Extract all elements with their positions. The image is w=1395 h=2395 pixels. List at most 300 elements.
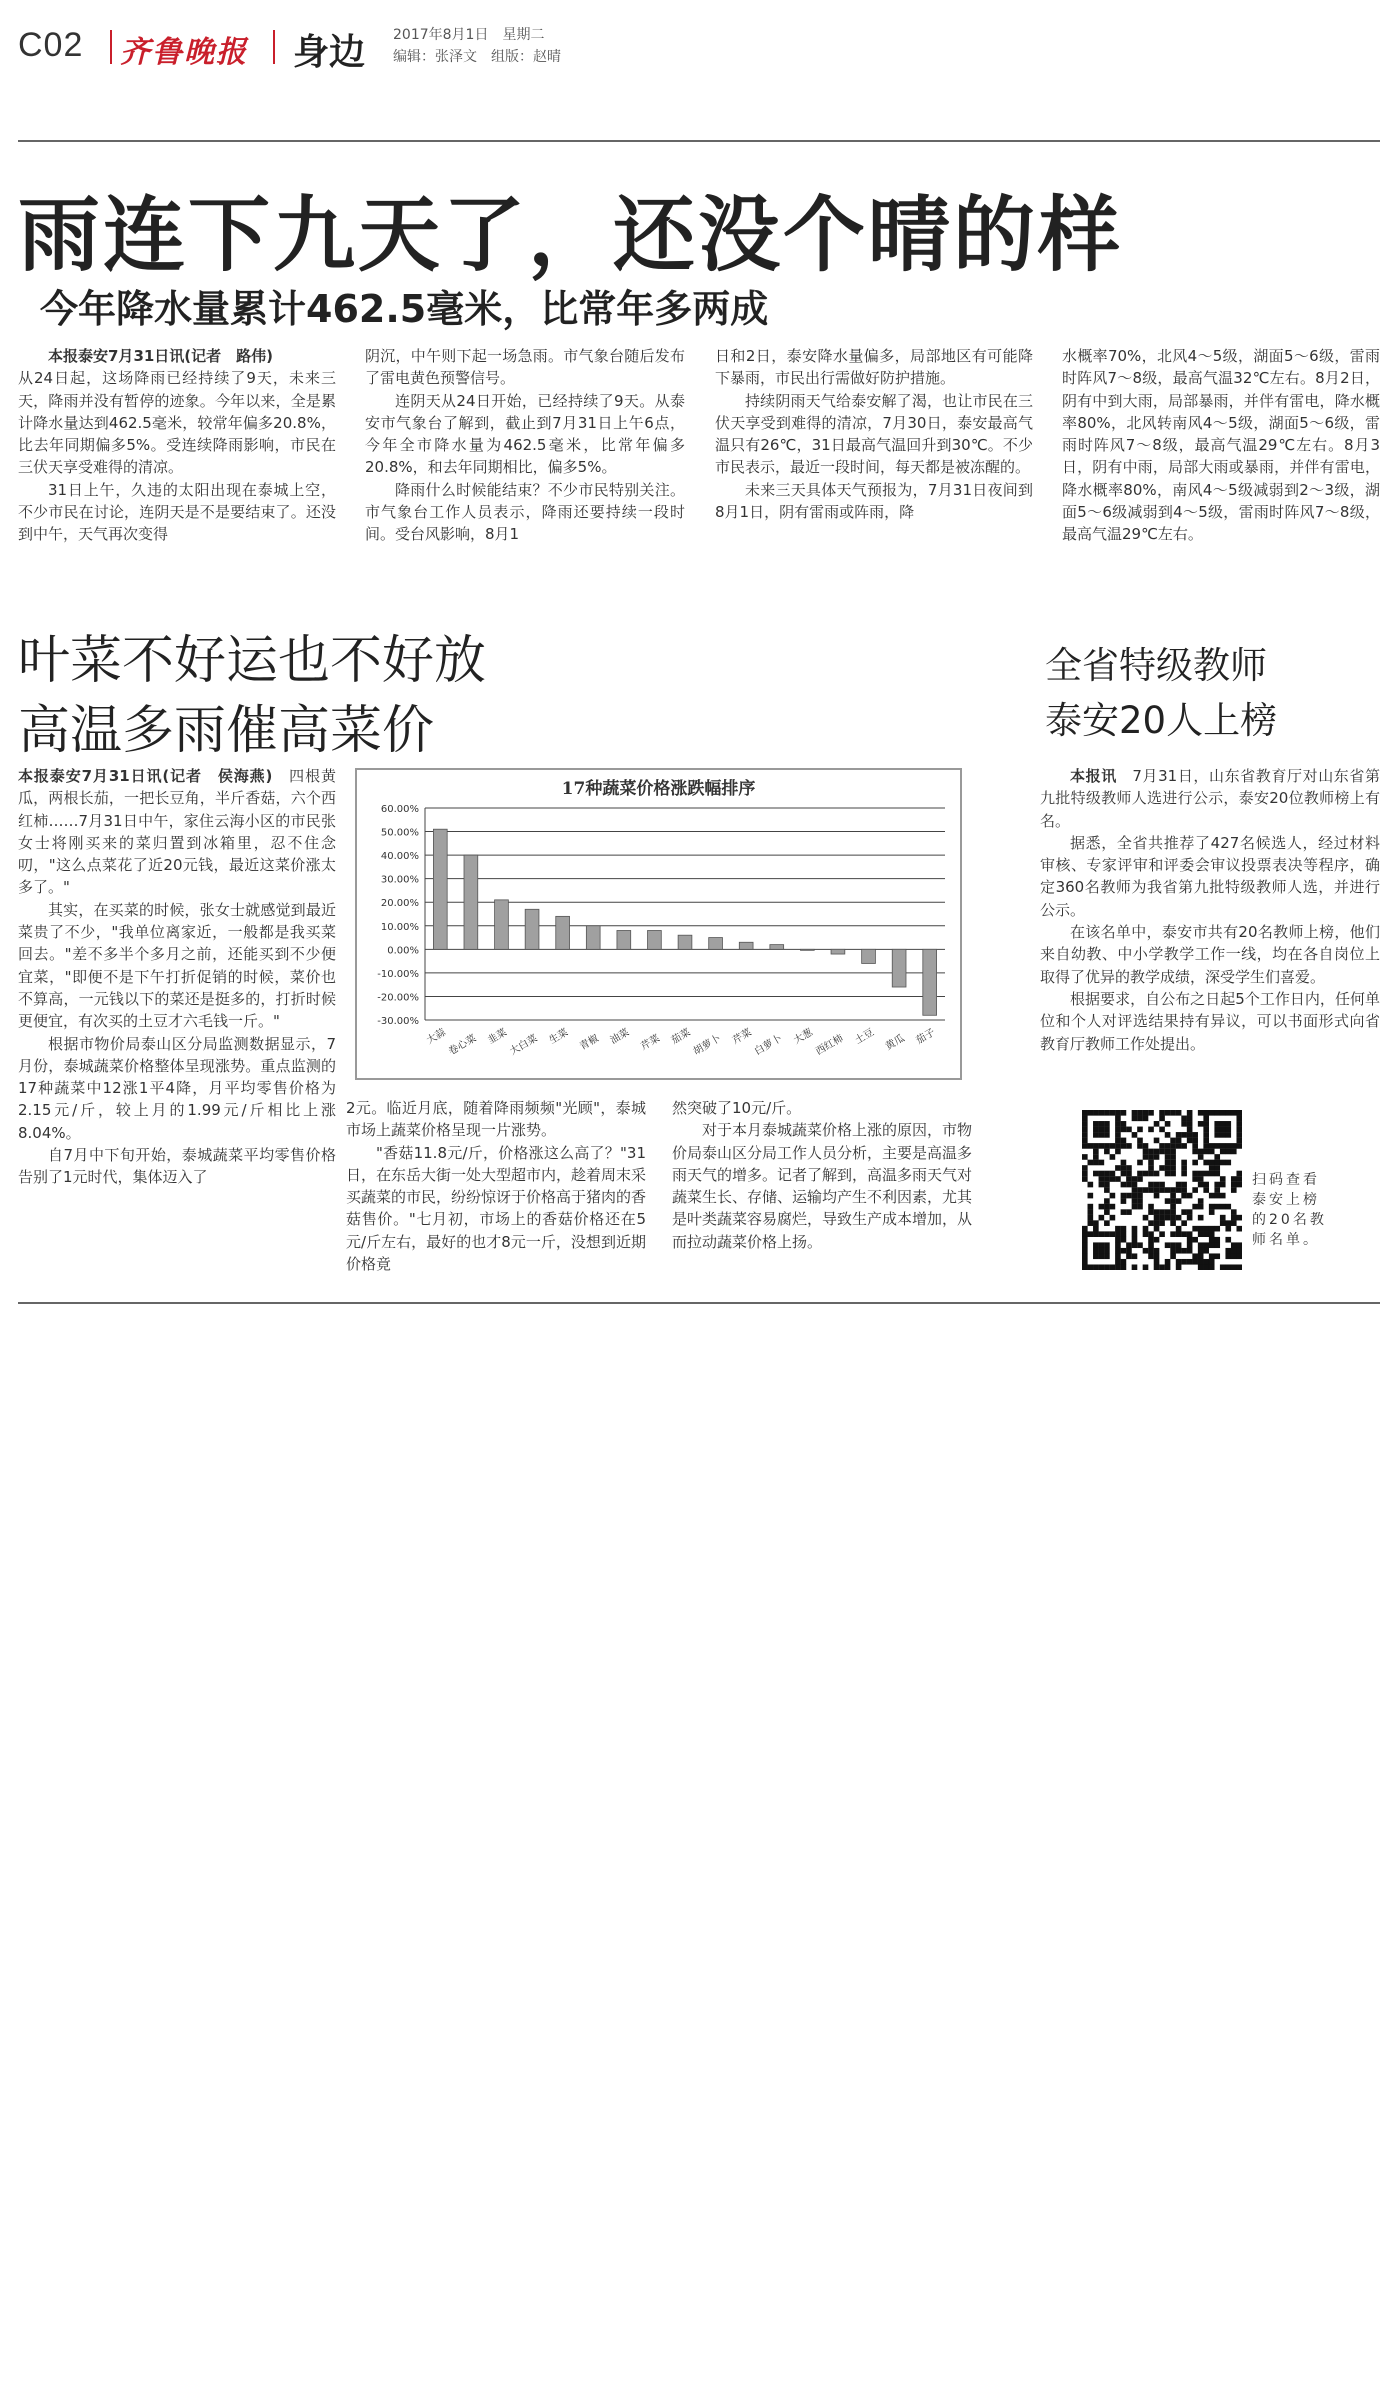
qr-module xyxy=(1170,1193,1176,1199)
qr-module xyxy=(1192,1226,1198,1232)
qr-module xyxy=(1225,1121,1231,1127)
qr-module xyxy=(1181,1259,1187,1265)
chart-bar xyxy=(678,935,692,949)
qr-module xyxy=(1093,1154,1099,1160)
qr-module xyxy=(1121,1248,1127,1254)
qr-module xyxy=(1203,1171,1209,1177)
qr-module xyxy=(1203,1121,1209,1127)
chart-bar xyxy=(586,926,600,950)
qr-module xyxy=(1159,1116,1165,1122)
qr-module xyxy=(1137,1176,1143,1182)
qr-module xyxy=(1165,1215,1171,1221)
qr-module xyxy=(1214,1110,1220,1116)
qr-module xyxy=(1236,1143,1242,1149)
qr-module xyxy=(1115,1226,1121,1232)
qr-module xyxy=(1170,1220,1176,1226)
qr-module xyxy=(1225,1220,1231,1226)
qr-module xyxy=(1115,1231,1121,1237)
qr-module xyxy=(1088,1231,1094,1237)
teacher-paragraph: 据悉，全省共推荐了427名候选人，经过材料审核、专家评审和评委会审议投票表决等程序，确定360名教师为我省第九批特级教师人选，并进行公示。 xyxy=(1040,833,1380,919)
qr-module xyxy=(1231,1176,1237,1182)
qr-module xyxy=(1214,1242,1220,1248)
qr-module xyxy=(1132,1176,1138,1182)
qr-module xyxy=(1170,1204,1176,1210)
qr-module xyxy=(1104,1143,1110,1149)
chart-bar xyxy=(739,942,753,949)
qr-module xyxy=(1159,1127,1165,1133)
qr-module xyxy=(1170,1154,1176,1160)
qr-module xyxy=(1148,1237,1154,1243)
qr-module xyxy=(1203,1231,1209,1237)
qr-module xyxy=(1220,1204,1226,1210)
qr-module xyxy=(1236,1121,1242,1127)
qr-module xyxy=(1088,1160,1094,1166)
qr-module xyxy=(1192,1259,1198,1265)
qr-module xyxy=(1181,1182,1187,1188)
qr-module xyxy=(1176,1231,1182,1237)
qr-module xyxy=(1198,1264,1204,1270)
qr-module xyxy=(1082,1171,1088,1177)
qr-module xyxy=(1082,1242,1088,1248)
qr-module xyxy=(1104,1187,1110,1193)
qr-code[interactable] xyxy=(1082,1110,1242,1270)
qr-module xyxy=(1187,1248,1193,1254)
qr-module xyxy=(1110,1110,1116,1116)
qr-module xyxy=(1181,1220,1187,1226)
qr-module xyxy=(1231,1242,1237,1248)
qr-module xyxy=(1220,1149,1226,1155)
qr-module xyxy=(1143,1187,1149,1193)
qr-module xyxy=(1115,1116,1121,1122)
lead-paragraph: 31日上午，久违的太阳出现在泰城上空，不少市民在讨论，连阴天是不是要结束了。还没到中午，天气再次变得 xyxy=(18,480,336,544)
qr-module xyxy=(1143,1110,1149,1116)
qr-module xyxy=(1104,1248,1110,1254)
qr-module xyxy=(1088,1143,1094,1149)
qr-module xyxy=(1126,1176,1132,1182)
lead-paragraph: 降雨什么时候能结束？不少市民特别关注。市气象台工作人员表示，降雨还要持续一段时间。受台风影响，8月1 xyxy=(365,480,685,544)
qr-module xyxy=(1170,1198,1176,1204)
qr-module xyxy=(1198,1226,1204,1232)
qr-module xyxy=(1132,1116,1138,1122)
qr-module xyxy=(1209,1143,1215,1149)
qr-module xyxy=(1170,1187,1176,1193)
qr-module xyxy=(1209,1264,1215,1270)
qr-module xyxy=(1093,1220,1099,1226)
qr-module xyxy=(1236,1215,1242,1221)
qr-module xyxy=(1225,1132,1231,1138)
veg-paragraph: 自7月中下旬开始，泰城蔬菜平均零售价格告别了1元时代，集体迈入了 xyxy=(18,1146,336,1187)
qr-module xyxy=(1187,1132,1193,1138)
qr-module xyxy=(1115,1264,1121,1270)
chart-x-tick-label: 胡萝卜 xyxy=(691,1033,724,1058)
qr-module xyxy=(1121,1237,1127,1243)
qr-module xyxy=(1231,1220,1237,1226)
qr-module xyxy=(1104,1220,1110,1226)
qr-module xyxy=(1214,1253,1220,1259)
qr-module xyxy=(1176,1259,1182,1265)
qr-module xyxy=(1231,1215,1237,1221)
qr-module xyxy=(1181,1116,1187,1122)
qr-module xyxy=(1082,1154,1088,1160)
qr-module xyxy=(1126,1182,1132,1188)
qr-module xyxy=(1104,1149,1110,1155)
qr-module xyxy=(1132,1110,1138,1116)
veg-paragraph: 四根黄瓜，两根长茄，一把长豆角，半斤香菇，六个西红柿……7月31日中午，家住云海小区的市民张女士将刚买来的菜归置到冰箱里，忍不住念叨，"这么点菜花了近20元钱，最近这菜价涨太多了。" xyxy=(18,767,336,897)
qr-module xyxy=(1165,1171,1171,1177)
qr-module xyxy=(1121,1171,1127,1177)
teacher-headline-2: 泰安20人上榜 xyxy=(1045,699,1278,742)
qr-module xyxy=(1104,1209,1110,1215)
qr-module xyxy=(1121,1110,1127,1116)
qr-module xyxy=(1203,1248,1209,1254)
qr-module xyxy=(1209,1171,1215,1177)
qr-module xyxy=(1225,1264,1231,1270)
qr-module xyxy=(1121,1127,1127,1133)
qr-module xyxy=(1137,1127,1143,1133)
qr-module xyxy=(1104,1231,1110,1237)
qr-module xyxy=(1170,1209,1176,1215)
qr-module xyxy=(1110,1231,1116,1237)
qr-module xyxy=(1088,1220,1094,1226)
qr-module xyxy=(1198,1198,1204,1204)
qr-module xyxy=(1143,1171,1149,1177)
qr-module xyxy=(1220,1160,1226,1166)
qr-module xyxy=(1099,1253,1105,1259)
qr-module xyxy=(1115,1176,1121,1182)
qr-module xyxy=(1192,1138,1198,1144)
qr-module xyxy=(1154,1237,1160,1243)
qr-module xyxy=(1154,1171,1160,1177)
qr-module xyxy=(1099,1176,1105,1182)
qr-module xyxy=(1192,1237,1198,1243)
chart-bar xyxy=(831,949,845,954)
qr-module xyxy=(1148,1242,1154,1248)
qr-module xyxy=(1209,1204,1215,1210)
qr-module xyxy=(1126,1209,1132,1215)
qr-module xyxy=(1143,1226,1149,1232)
qr-module xyxy=(1115,1237,1121,1243)
qr-module xyxy=(1082,1132,1088,1138)
qr-module xyxy=(1132,1198,1138,1204)
qr-module xyxy=(1137,1116,1143,1122)
qr-caption: 扫码查看泰安上榜的20名教师名单。 xyxy=(1252,1172,1327,1248)
qr-module xyxy=(1187,1193,1193,1199)
veg-paragraph: 2元。临近月底，随着降雨频频"光顾"，泰城市场上蔬菜价格呈现一片涨势。 xyxy=(346,1099,646,1140)
qr-module xyxy=(1126,1248,1132,1254)
qr-module xyxy=(1209,1165,1215,1171)
qr-module xyxy=(1209,1226,1215,1232)
qr-module xyxy=(1236,1171,1242,1177)
qr-module xyxy=(1093,1110,1099,1116)
qr-module xyxy=(1159,1149,1165,1155)
qr-module xyxy=(1115,1127,1121,1133)
lead-paragraph: 日和2日，泰安降水量偏多，局部地区有可能降下暴雨，市民出行需做好防护措施。 xyxy=(715,347,1033,388)
chart-x-tick-label: 生菜 xyxy=(547,1027,571,1047)
qr-module xyxy=(1154,1253,1160,1259)
chart-y-tick-label: -10.00% xyxy=(377,968,419,980)
qr-module xyxy=(1231,1149,1237,1155)
qr-module xyxy=(1121,1193,1127,1199)
price-chart-svg xyxy=(357,770,960,1078)
lead-column-4 xyxy=(1062,345,1380,575)
chart-x-tick-label: 大蒜 xyxy=(424,1027,448,1047)
qr-module xyxy=(1220,1143,1226,1149)
qr-module xyxy=(1099,1132,1105,1138)
qr-module xyxy=(1099,1204,1105,1210)
chart-x-tick-label: 白萝卜 xyxy=(752,1033,785,1058)
qr-module xyxy=(1082,1143,1088,1149)
qr-module xyxy=(1121,1121,1127,1127)
qr-module xyxy=(1093,1149,1099,1155)
qr-module xyxy=(1198,1242,1204,1248)
qr-module xyxy=(1110,1193,1116,1199)
qr-module xyxy=(1148,1204,1154,1210)
chart-y-tick-label: 10.00% xyxy=(380,921,419,933)
qr-module xyxy=(1170,1231,1176,1237)
veg-column-3 xyxy=(672,1097,972,1287)
qr-module xyxy=(1220,1132,1226,1138)
qr-module xyxy=(1236,1226,1242,1232)
qr-module xyxy=(1082,1110,1088,1116)
qr-module xyxy=(1088,1193,1094,1199)
qr-module xyxy=(1170,1165,1176,1171)
qr-module xyxy=(1198,1253,1204,1259)
qr-module xyxy=(1121,1160,1127,1166)
chart-bar xyxy=(709,938,723,950)
qr-module xyxy=(1181,1121,1187,1127)
qr-module xyxy=(1099,1248,1105,1254)
qr-module xyxy=(1082,1176,1088,1182)
chart-x-tick-label: 茄菜 xyxy=(669,1027,693,1047)
qr-module xyxy=(1154,1215,1160,1221)
qr-module xyxy=(1225,1226,1231,1232)
qr-module xyxy=(1126,1165,1132,1171)
qr-module xyxy=(1165,1259,1171,1265)
qr-module xyxy=(1231,1264,1237,1270)
qr-module xyxy=(1225,1110,1231,1116)
qr-module xyxy=(1170,1248,1176,1254)
qr-module xyxy=(1220,1176,1226,1182)
chart-x-tick-label: 芹菜 xyxy=(730,1027,754,1047)
qr-module xyxy=(1198,1176,1204,1182)
qr-module xyxy=(1143,1248,1149,1254)
qr-module xyxy=(1176,1226,1182,1232)
qr-module xyxy=(1176,1215,1182,1221)
qr-module xyxy=(1203,1242,1209,1248)
qr-module xyxy=(1176,1264,1182,1270)
qr-module xyxy=(1148,1171,1154,1177)
qr-module xyxy=(1093,1226,1099,1232)
chart-x-tick-label: 卷心菜 xyxy=(446,1033,479,1058)
veg-paragraph: 根据市物价局泰山区分局监测数据显示，7月份，泰城蔬菜价格整体呈现涨势。重点监测的17种蔬菜中12涨1平4降，月平均零售价格为2.15元/斤，较上月的1.99元/斤相比上涨8.04%。 xyxy=(18,1034,336,1142)
qr-module xyxy=(1115,1165,1121,1171)
qr-module xyxy=(1082,1248,1088,1254)
lead-column-1 xyxy=(18,345,336,575)
price-chart xyxy=(355,768,962,1080)
teacher-paragraph: 根据要求，自公布之日起5个工作日内，任何单位和个人对评选结果持有异议，可以书面形式向省教育厅教师工作处提出。 xyxy=(1040,989,1380,1053)
qr-module xyxy=(1187,1138,1193,1144)
chart-bar xyxy=(862,949,876,963)
qr-module xyxy=(1143,1143,1149,1149)
qr-module xyxy=(1143,1154,1149,1160)
qr-module xyxy=(1170,1149,1176,1155)
qr-module xyxy=(1154,1121,1160,1127)
qr-module xyxy=(1181,1143,1187,1149)
qr-module xyxy=(1225,1143,1231,1149)
qr-module xyxy=(1225,1149,1231,1155)
chart-bar xyxy=(433,829,447,949)
qr-module xyxy=(1154,1264,1160,1270)
qr-module xyxy=(1170,1171,1176,1177)
qr-module xyxy=(1181,1160,1187,1166)
qr-module xyxy=(1093,1242,1099,1248)
top-rule xyxy=(18,140,1380,142)
qr-module xyxy=(1115,1121,1121,1127)
qr-module xyxy=(1137,1193,1143,1199)
qr-module xyxy=(1126,1242,1132,1248)
qr-module xyxy=(1187,1209,1193,1215)
qr-module xyxy=(1165,1143,1171,1149)
qr-module xyxy=(1093,1171,1099,1177)
qr-module xyxy=(1143,1149,1149,1155)
qr-module xyxy=(1093,1143,1099,1149)
veg-column-2 xyxy=(346,1097,646,1287)
qr-module xyxy=(1170,1160,1176,1166)
qr-module xyxy=(1236,1248,1242,1254)
qr-module xyxy=(1121,1165,1127,1171)
qr-module xyxy=(1093,1231,1099,1237)
bottom-rule xyxy=(18,1302,1380,1304)
qr-module xyxy=(1214,1127,1220,1133)
chart-bar xyxy=(892,949,906,987)
qr-module xyxy=(1165,1198,1171,1204)
qr-module xyxy=(1099,1160,1105,1166)
qr-module xyxy=(1088,1110,1094,1116)
lead-column-2 xyxy=(365,345,685,575)
qr-module xyxy=(1121,1143,1127,1149)
veg-headline-1: 叶菜不好运也不好放 xyxy=(18,631,487,691)
qr-module xyxy=(1170,1110,1176,1116)
qr-module xyxy=(1115,1259,1121,1265)
qr-module xyxy=(1220,1215,1226,1221)
qr-module xyxy=(1209,1259,1215,1265)
qr-module xyxy=(1088,1182,1094,1188)
qr-module xyxy=(1209,1110,1215,1116)
qr-module xyxy=(1198,1171,1204,1177)
qr-module xyxy=(1214,1237,1220,1243)
lead-paragraph: 连阴天从24日开始，已经持续了9天。从泰安市气象台了解到，截止到7月31日上午6点，今年全市降水量为462.5毫米，比常年偏多20.8%，和去年同期相比，偏多5%。 xyxy=(365,391,685,477)
lead-column-3 xyxy=(715,345,1033,575)
qr-module xyxy=(1121,1259,1127,1265)
qr-module xyxy=(1104,1204,1110,1210)
qr-module xyxy=(1220,1220,1226,1226)
qr-module xyxy=(1214,1187,1220,1193)
qr-module xyxy=(1154,1220,1160,1226)
qr-module xyxy=(1104,1198,1110,1204)
chart-y-tick-label: -20.00% xyxy=(377,992,419,1004)
qr-module xyxy=(1203,1259,1209,1265)
qr-module xyxy=(1236,1116,1242,1122)
qr-module xyxy=(1121,1182,1127,1188)
qr-module xyxy=(1082,1138,1088,1144)
qr-module xyxy=(1137,1143,1143,1149)
qr-module xyxy=(1082,1226,1088,1232)
qr-module xyxy=(1159,1209,1165,1215)
qr-module xyxy=(1192,1176,1198,1182)
qr-module xyxy=(1231,1209,1237,1215)
qr-module xyxy=(1214,1160,1220,1166)
qr-module xyxy=(1187,1242,1193,1248)
qr-module xyxy=(1082,1253,1088,1259)
qr-module xyxy=(1154,1138,1160,1144)
qr-module xyxy=(1187,1237,1193,1243)
qr-module xyxy=(1104,1132,1110,1138)
qr-module xyxy=(1203,1149,1209,1155)
qr-module xyxy=(1176,1143,1182,1149)
qr-module xyxy=(1104,1264,1110,1270)
qr-module xyxy=(1236,1182,1242,1188)
qr-module xyxy=(1181,1248,1187,1254)
qr-module xyxy=(1231,1182,1237,1188)
qr-module xyxy=(1121,1226,1127,1232)
chart-bar xyxy=(923,949,937,1015)
qr-module xyxy=(1181,1231,1187,1237)
qr-module xyxy=(1170,1215,1176,1221)
qr-module xyxy=(1137,1204,1143,1210)
qr-module xyxy=(1165,1160,1171,1166)
qr-module xyxy=(1165,1242,1171,1248)
qr-module xyxy=(1115,1253,1121,1259)
qr-module xyxy=(1176,1138,1182,1144)
qr-module xyxy=(1165,1132,1171,1138)
qr-module xyxy=(1137,1187,1143,1193)
qr-module xyxy=(1121,1138,1127,1144)
qr-module xyxy=(1159,1215,1165,1221)
qr-module xyxy=(1082,1237,1088,1243)
qr-module xyxy=(1181,1132,1187,1138)
chart-x-tick-label: 土豆 xyxy=(853,1027,877,1047)
qr-module xyxy=(1214,1182,1220,1188)
qr-module xyxy=(1154,1182,1160,1188)
issue-date: 2017年8月1日 星期二 xyxy=(393,27,545,43)
qr-module xyxy=(1154,1149,1160,1155)
lead-headline: 雨连下九天了，还没个晴的样 xyxy=(18,188,1124,283)
qr-module xyxy=(1176,1187,1182,1193)
qr-module xyxy=(1126,1253,1132,1259)
qr-module xyxy=(1148,1248,1154,1254)
qr-module xyxy=(1110,1143,1116,1149)
chart-bar xyxy=(648,930,662,949)
qr-module xyxy=(1192,1160,1198,1166)
qr-module xyxy=(1187,1215,1193,1221)
qr-module xyxy=(1082,1231,1088,1237)
qr-module xyxy=(1225,1253,1231,1259)
qr-module xyxy=(1148,1127,1154,1133)
qr-module xyxy=(1198,1121,1204,1127)
qr-module xyxy=(1236,1110,1242,1116)
qr-module xyxy=(1198,1154,1204,1160)
qr-module xyxy=(1159,1143,1165,1149)
qr-module xyxy=(1198,1110,1204,1116)
qr-module xyxy=(1099,1143,1105,1149)
qr-module xyxy=(1181,1171,1187,1177)
qr-module xyxy=(1209,1160,1215,1166)
teacher-column xyxy=(1040,765,1380,1100)
qr-module xyxy=(1093,1160,1099,1166)
qr-module xyxy=(1231,1110,1237,1116)
qr-module xyxy=(1159,1182,1165,1188)
qr-module xyxy=(1088,1204,1094,1210)
